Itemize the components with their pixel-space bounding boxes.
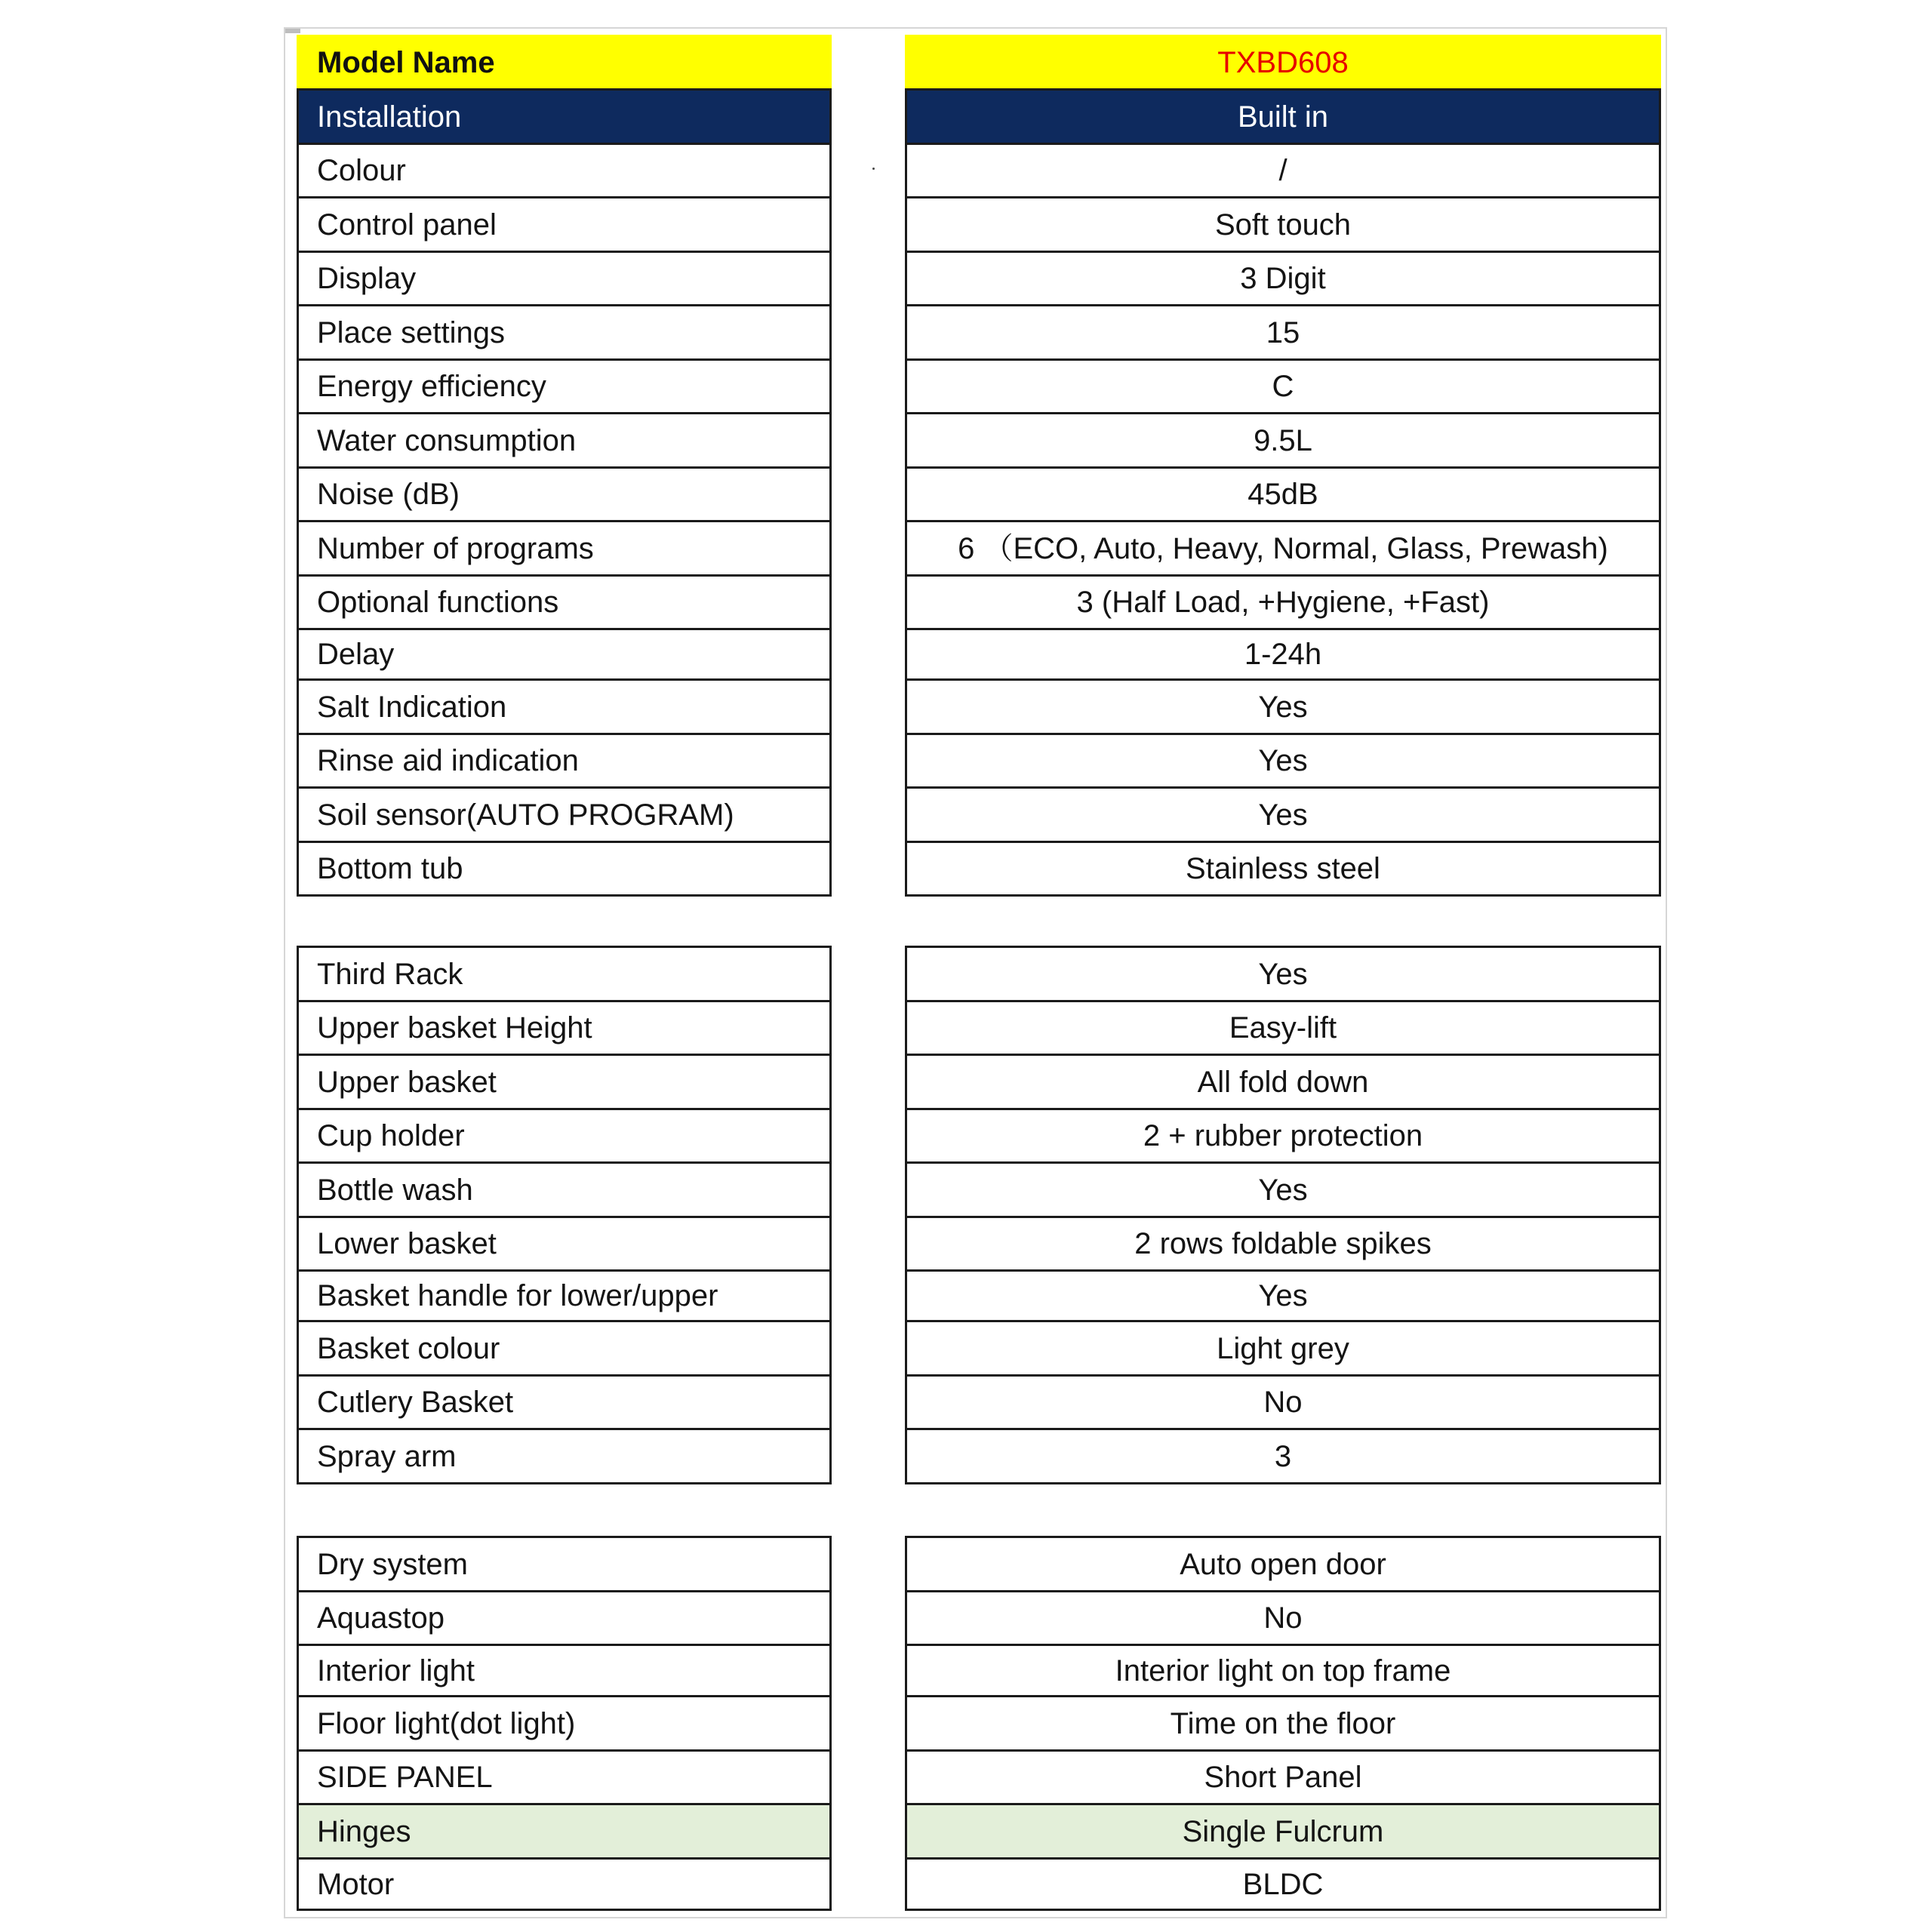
- spec-value: Soft touch: [906, 198, 1660, 252]
- spec-label: Soil sensor(AUTO PROGRAM): [298, 788, 831, 842]
- table-row: [906, 1592, 1660, 1645]
- spec-value: No: [906, 1376, 1660, 1429]
- table-row: [298, 1645, 831, 1697]
- table-row: [298, 842, 831, 896]
- table-row: [906, 36, 1660, 90]
- table-row: [298, 1376, 831, 1429]
- spec-value: C: [906, 360, 1660, 414]
- spec-label: SIDE PANEL: [298, 1751, 831, 1804]
- table-row: [298, 1271, 831, 1321]
- table-row: [298, 252, 831, 306]
- spec-value: 3 (Half Load, +Hygiene, +Fast): [906, 576, 1660, 629]
- table-row: [298, 576, 831, 629]
- table-row: [298, 1697, 831, 1751]
- spec-value: 45dB: [906, 468, 1660, 521]
- spec-label: Lower basket: [298, 1217, 831, 1271]
- table-row: [298, 788, 831, 842]
- table-row: [906, 1751, 1660, 1804]
- table-row: [906, 252, 1660, 306]
- table-row: [906, 468, 1660, 521]
- table-row: [906, 144, 1660, 198]
- spec-label: Number of programs: [298, 521, 831, 576]
- table-row: [298, 1429, 831, 1484]
- table-row: [906, 1859, 1660, 1910]
- installation-label: Installation: [298, 90, 831, 144]
- spec-values-section-1: [905, 35, 1661, 897]
- spec-value: 6 （ECO, Auto, Heavy, Normal, Glass, Prewash): [906, 521, 1660, 576]
- table-row: [906, 1163, 1660, 1217]
- spec-label: Salt Indication: [298, 680, 831, 734]
- table-row: [298, 1055, 831, 1109]
- model-name-label: Model Name: [298, 36, 831, 90]
- spec-label: Spray arm: [298, 1429, 831, 1484]
- table-row: [906, 306, 1660, 360]
- spec-labels-section-2: [297, 946, 832, 1484]
- table-row: [298, 1592, 831, 1645]
- table-row: [906, 90, 1660, 144]
- table-row: [906, 1804, 1660, 1859]
- spec-value: Stainless steel: [906, 842, 1660, 896]
- spec-labels-section-1: [297, 35, 832, 897]
- table-row: [298, 1804, 831, 1859]
- spec-value: Yes: [906, 947, 1660, 1001]
- spec-label: Colour: [298, 144, 831, 198]
- spec-value: BLDC: [906, 1859, 1660, 1910]
- table-row: [906, 521, 1660, 576]
- table-row: [906, 576, 1660, 629]
- table-row: [298, 629, 831, 680]
- spec-label: Energy efficiency: [298, 360, 831, 414]
- spec-label: Bottom tub: [298, 842, 831, 896]
- spec-label: Control panel: [298, 198, 831, 252]
- spec-label: Optional functions: [298, 576, 831, 629]
- spec-label: Interior light: [298, 1645, 831, 1697]
- table-row: [906, 842, 1660, 896]
- spec-value: No: [906, 1592, 1660, 1645]
- table-row: [906, 360, 1660, 414]
- spec-value: Yes: [906, 680, 1660, 734]
- spec-value: Yes: [906, 1163, 1660, 1217]
- table-row: [298, 1163, 831, 1217]
- table-row: [298, 198, 831, 252]
- spec-value: 9.5L: [906, 414, 1660, 468]
- table-row: [298, 1001, 831, 1055]
- table-row: [298, 1537, 831, 1592]
- spec-value: Time on the floor: [906, 1697, 1660, 1751]
- table-row: [298, 306, 831, 360]
- spec-value: Short Panel: [906, 1751, 1660, 1804]
- table-row: [906, 680, 1660, 734]
- table-row: [906, 1537, 1660, 1592]
- table-row: [298, 360, 831, 414]
- table-row: [298, 468, 831, 521]
- spec-label: Place settings: [298, 306, 831, 360]
- spec-label: Floor light(dot light): [298, 1697, 831, 1751]
- spec-values-section-3: [905, 1536, 1661, 1911]
- table-row: [906, 1645, 1660, 1697]
- spec-label: Cutlery Basket: [298, 1376, 831, 1429]
- spec-label: Bottle wash: [298, 1163, 831, 1217]
- table-row: [906, 414, 1660, 468]
- table-row: [906, 1217, 1660, 1271]
- spec-value: 2 + rubber protection: [906, 1109, 1660, 1163]
- table-row: [298, 1217, 831, 1271]
- table-row: [906, 734, 1660, 788]
- table-row: [906, 1271, 1660, 1321]
- spec-value: All fold down: [906, 1055, 1660, 1109]
- table-row: [906, 1321, 1660, 1376]
- spec-label: Noise (dB): [298, 468, 831, 521]
- spec-value: 3: [906, 1429, 1660, 1484]
- table-row: [906, 1055, 1660, 1109]
- table-row: [298, 1321, 831, 1376]
- spec-label: Upper basket Height: [298, 1001, 831, 1055]
- model-name-value: TXBD608: [906, 36, 1660, 90]
- spec-value: 15: [906, 306, 1660, 360]
- spec-value: Light grey: [906, 1321, 1660, 1376]
- spec-label: Upper basket: [298, 1055, 831, 1109]
- table-row: [906, 198, 1660, 252]
- sheet-corner-mark: [285, 29, 300, 33]
- spec-value: 1-24h: [906, 629, 1660, 680]
- table-row: [298, 36, 831, 90]
- table-row: [906, 947, 1660, 1001]
- spec-label: Rinse aid indication: [298, 734, 831, 788]
- table-row: [298, 414, 831, 468]
- spec-label: Cup holder: [298, 1109, 831, 1163]
- spec-label: Water consumption: [298, 414, 831, 468]
- spec-labels-section-3: [297, 1536, 832, 1911]
- table-row: [298, 1109, 831, 1163]
- stray-dot: [872, 168, 875, 170]
- table-row: [906, 1429, 1660, 1484]
- table-row: [906, 1001, 1660, 1055]
- spec-label: Display: [298, 252, 831, 306]
- hinges-value: Single Fulcrum: [906, 1804, 1660, 1859]
- table-row: [906, 788, 1660, 842]
- spec-value: /: [906, 144, 1660, 198]
- spec-value: Yes: [906, 734, 1660, 788]
- table-row: [298, 90, 831, 144]
- table-row: [298, 680, 831, 734]
- hinges-label: Hinges: [298, 1804, 831, 1859]
- spec-value: Interior light on top frame: [906, 1645, 1660, 1697]
- table-row: [906, 1109, 1660, 1163]
- spec-values-section-2: [905, 946, 1661, 1484]
- spec-label: Basket handle for lower/upper: [298, 1271, 831, 1321]
- table-row: [906, 1697, 1660, 1751]
- spec-value: 3 Digit: [906, 252, 1660, 306]
- spec-value: Yes: [906, 788, 1660, 842]
- spec-label: Motor: [298, 1859, 831, 1910]
- table-row: [298, 1859, 831, 1910]
- spec-label: Delay: [298, 629, 831, 680]
- spec-label: Third Rack: [298, 947, 831, 1001]
- spec-value: 2 rows foldable spikes: [906, 1217, 1660, 1271]
- spec-label: Dry system: [298, 1537, 831, 1592]
- spec-value: Easy-lift: [906, 1001, 1660, 1055]
- spec-value: Auto open door: [906, 1537, 1660, 1592]
- spec-value: Yes: [906, 1271, 1660, 1321]
- table-row: [298, 947, 831, 1001]
- table-row: [906, 1376, 1660, 1429]
- table-row: [298, 521, 831, 576]
- table-row: [298, 734, 831, 788]
- table-row: [906, 629, 1660, 680]
- spec-label: Aquastop: [298, 1592, 831, 1645]
- table-row: [298, 144, 831, 198]
- spec-label: Basket colour: [298, 1321, 831, 1376]
- installation-value: Built in: [906, 90, 1660, 144]
- table-row: [298, 1751, 831, 1804]
